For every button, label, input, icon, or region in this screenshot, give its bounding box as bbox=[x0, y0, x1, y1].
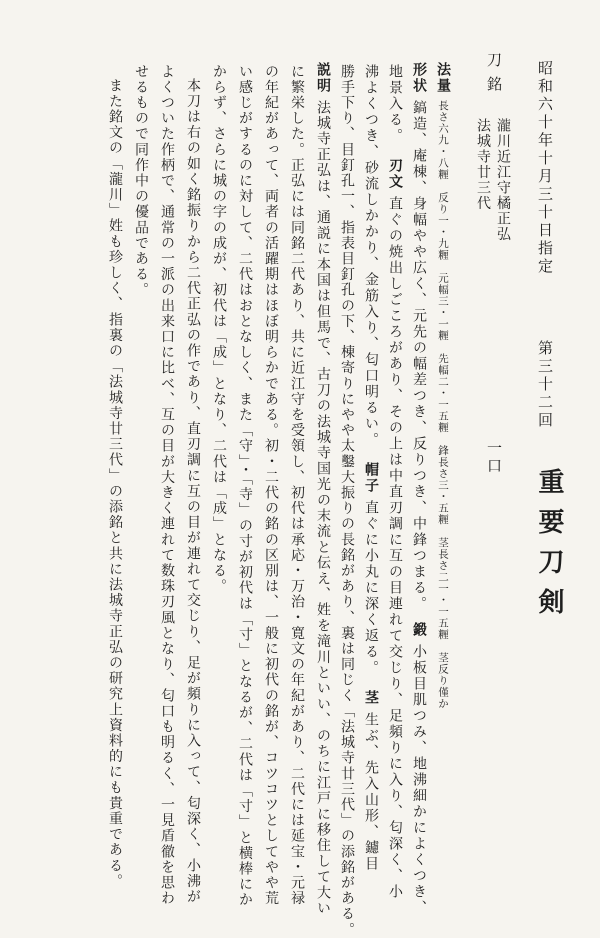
keijo-text: 鎬造、庵棟、身幅やや広く、元先の幅差つき、反りつき、中鋒つまる。 bbox=[411, 100, 427, 612]
session-number: 第三十二回 bbox=[536, 340, 554, 430]
mei-label: 銘 bbox=[485, 76, 503, 94]
boshi-label: 帽子 bbox=[363, 462, 379, 494]
setsumei-column bbox=[316, 62, 330, 916]
mei-text-1: 瀧川近江守橘正弘 bbox=[495, 118, 511, 242]
hamon-column bbox=[388, 64, 402, 900]
setsumei-label: 説明 bbox=[315, 62, 331, 94]
jigane-end: 地景入る。 bbox=[387, 64, 403, 144]
boshi-column bbox=[364, 64, 378, 872]
keijo-label: 形状 bbox=[411, 62, 427, 94]
hamon-end: 沸よくつき、砂流しかかり、金筋入り、匂口明るい。 bbox=[363, 64, 379, 448]
dimensions-label: 法量 bbox=[435, 62, 451, 94]
document-title: 重要刀剣 bbox=[534, 468, 564, 628]
kitae-label: 鍛 bbox=[411, 622, 427, 638]
sword-type: 刀 bbox=[485, 52, 503, 70]
mei-text-2: 法城寺廿三代 bbox=[475, 118, 491, 211]
hamon-label: 刃文 bbox=[387, 158, 403, 190]
dimensions-text: 長さ六九・八糎 反り一・九糎 元幅三・一糎 先幅二・一五糎 鋒長さ三・五糎 茎長さ二一・一五糎 茎反り僅か bbox=[437, 100, 449, 710]
kitae-text: 小板目肌つみ、地沸細かによくつき、 bbox=[411, 644, 427, 916]
nakago-text: 生ぶ、先入山形、鑢目 bbox=[363, 712, 379, 872]
setsumei-text: 法城寺正弘は、通説に本国は但馬で、古刀の法城寺国光の末流と伝え、姓を滝川といい、のちに江戸に移住して大い bbox=[315, 100, 331, 917]
explanation-line-7: せるもので同作中の優品である。 bbox=[133, 64, 149, 298]
designation-date: 昭和六十年十月三十日指定 bbox=[536, 60, 554, 276]
explanation-line-3: い感じがするのに対して、二代はおとなしく、また「守」・「寺」の寸が初代は「寸」となるが、二代は「寸」と横棒にか bbox=[237, 64, 253, 908]
nakago-column: 勝手下り、目釘孔一、指表目釘孔の下、棟寄りにやや太鑿大振りの長銘があり、裏は同じく「法城寺廿三代」の添銘がある。 bbox=[339, 64, 355, 938]
explanation-line-5: 本刀は右の如く銘振りから二代正弘の作であり、直刃調に互の目が連れて交じり、足が頻りに入って、匂深く、小沸が bbox=[185, 78, 201, 905]
nakago-label: 茎 bbox=[363, 690, 379, 706]
explanation-line-6: よくついた作柄で、通常の一派の出来口に比べ、互の目が大きく連れて数珠刃風となり、匂口も明るく、一見盾徹を思わ bbox=[159, 64, 175, 907]
explanation-line-1: に繁栄した。正弘には同銘二代あり、共に近江守を受領し、初代は承応・万治・寛文の年紀があり、二代には延宝・元禄 bbox=[289, 64, 305, 907]
explanation-line-8: また銘文の「瀧川」姓も珍しく、指裏の「法城寺廿三代」の添銘と共に法城寺正弘の研究上資料的にも貴重である。 bbox=[107, 78, 123, 890]
hamon-text: 直ぐの焼出しごころがあり、その上は中直刃調に互の目連れて交じり、足頻りに入り、匂深く、小 bbox=[387, 196, 403, 900]
explanation-line-2: の年紀があって、両者の活躍期はほぼ明らかである。初・二代の銘の区別は、一般に初代の銘が、コツコツとしてやや荒 bbox=[263, 64, 279, 907]
boshi-text: 直ぐに小丸に深く返る。 bbox=[363, 500, 379, 676]
dimensions-column bbox=[436, 62, 450, 710]
keijo-column bbox=[412, 62, 426, 916]
explanation-line-4: からず、さらに城の字の成が、初代は「成」となり、二代は「成」となる。 bbox=[211, 64, 227, 595]
count-label: 一口 bbox=[485, 440, 503, 476]
